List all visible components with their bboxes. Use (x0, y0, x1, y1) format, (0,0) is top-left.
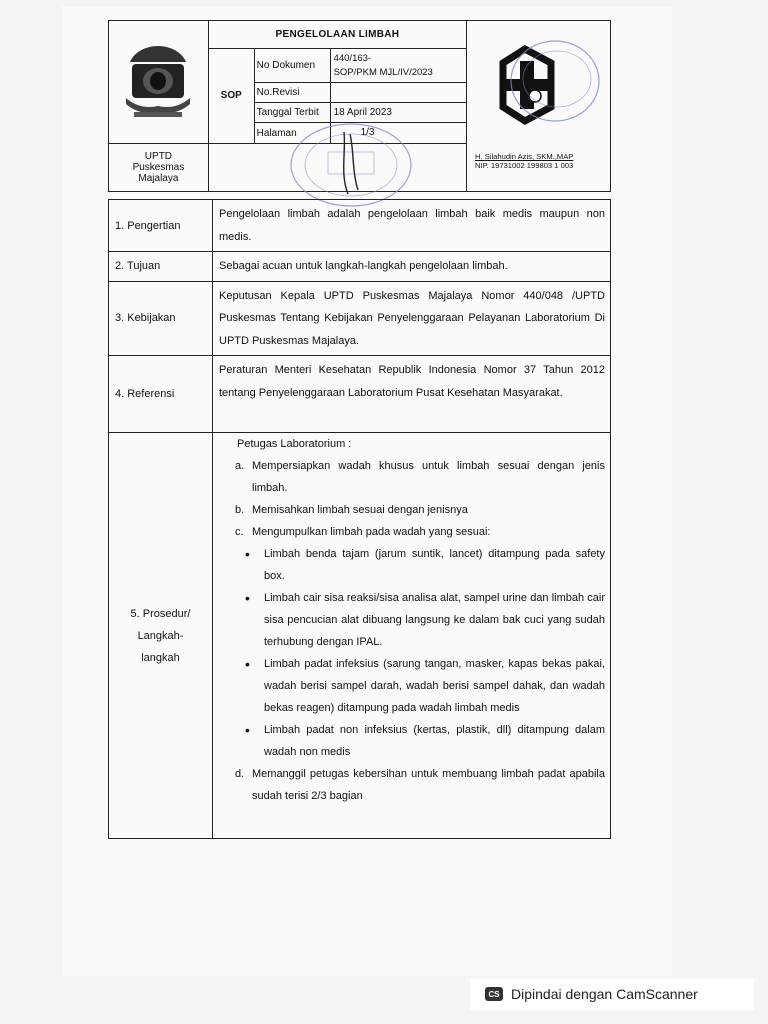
signer-block (467, 152, 615, 170)
signer-name: H. Silahudin Azis, SKM.,MAP (475, 152, 574, 161)
step-a-marker: a. (235, 460, 245, 472)
prosedur-bullet-3 (235, 653, 605, 719)
prosedur-intro: Petugas Laboratorium : (237, 438, 352, 450)
bullet-dot-icon: • (245, 590, 250, 606)
stamp-area (208, 143, 466, 191)
bullet-4-text: Limbah padat non infeksius (kertas, plastik, dll) ditampung dalam wadah non medis (264, 724, 605, 758)
prosedur-bullet-1 (235, 543, 605, 587)
step-b-text: Memisahkan limbah sesuai dengan jenisnya (252, 504, 468, 516)
prosedur-step-b (235, 499, 605, 521)
prosedur-bullet-2 (235, 587, 605, 653)
section-text-pengertian: Pengelolaan limbah adalah pengelolaan limbah baik medis maupun non medis. (213, 200, 611, 252)
tanggal-terbit-label: Tanggal Terbit (254, 103, 330, 123)
section-label-pengertian: 1. Pengertian (109, 200, 213, 252)
org-line-2: Puskesmas (132, 161, 185, 173)
row-pengertian (109, 200, 611, 252)
sop-label: SOP (208, 49, 254, 144)
step-c-text: Mengumpulkan limbah pada wadah yang sesuai: (252, 526, 491, 538)
no-dokumen-label: No Dokumen (254, 49, 330, 83)
section-label-prosedur (109, 433, 213, 839)
regional-emblem-icon (120, 40, 196, 120)
no-revisi-label: No.Revisi (254, 82, 330, 102)
sop-content-table (108, 199, 611, 839)
puskesmas-cross-icon (469, 29, 609, 139)
halaman-value: 1/3 (330, 123, 466, 143)
section-text-referensi: Peraturan Menteri Kesehatan Republik Indonesia Nomor 37 Tahun 2012 tentang Penyelenggaraan Laboratorium Pusat Kesehatan Masyarakat. (213, 356, 611, 433)
section-text-kebijakan: Keputusan Kepala UPTD Puskesmas Majalaya Nomor 440/048 /UPTD Puskesmas Tentang Kebijakan Penyelenggaraan Pelayanan Laboratorium Di UPTD Puskesmas Majalaya. (213, 281, 611, 356)
no-dokumen-line-1: 440/163- (333, 52, 372, 64)
no-revisi-value (330, 82, 466, 102)
prosedur-label-line-3: langkah (141, 651, 180, 664)
regional-logo-cell (109, 21, 209, 144)
prosedur-label-line-2: Langkah- (137, 629, 184, 642)
no-dokumen-line-2: SOP/PKM MJL/IV/2023 (333, 66, 433, 78)
prosedur-bullet-4 (235, 719, 605, 763)
camscanner-text: Dipindai dengan CamScanner (511, 986, 698, 1002)
row-tujuan (109, 252, 611, 282)
step-d-marker: d. (235, 768, 245, 780)
tanggal-terbit-value: 18 April 2023 (330, 103, 466, 123)
section-label-referensi: 4. Referensi (109, 356, 213, 433)
org-line-3: Majalaya (138, 172, 179, 184)
camscanner-logo-icon: CS (485, 987, 503, 1001)
step-c-marker: c. (235, 526, 244, 538)
row-referensi (109, 356, 611, 433)
prosedur-step-c (235, 521, 605, 543)
row-prosedur (109, 433, 611, 839)
organization-name (109, 143, 209, 191)
halaman-label: Halaman (254, 123, 330, 143)
bullet-dot-icon: • (245, 546, 250, 562)
section-label-kebijakan: 3. Kebijakan (109, 281, 213, 356)
document-title: PENGELOLAAN LIMBAH (208, 21, 466, 49)
bullet-dot-icon: • (245, 722, 250, 738)
row-kebijakan (109, 281, 611, 356)
step-a-text: Mempersiapkan wadah khusus untuk limbah sesuai dengan jenis limbah. (252, 460, 605, 494)
org-line-1: UPTD (144, 150, 173, 162)
signer-nip: NIP. 19731002 199803 1 003 (475, 161, 574, 170)
bullet-1-text: Limbah benda tajam (jarum suntik, lancet) ditampung pada safety box. (264, 548, 605, 582)
no-dokumen-value (330, 49, 466, 83)
prosedur-step-a (235, 455, 605, 499)
bullet-dot-icon: • (245, 656, 250, 672)
section-label-tujuan: 2. Tujuan (109, 252, 213, 282)
step-b-marker: b. (235, 504, 245, 516)
section-text-tujuan: Sebagai acuan untuk langkah-langkah pengelolaan limbah. (213, 252, 611, 282)
section-text-prosedur (213, 433, 611, 839)
step-d-text: Memanggil petugas kebersihan untuk membuang limbah padat apabila sudah terisi 2/3 bagian (252, 768, 605, 802)
bullet-3-text: Limbah padat infeksius (sarung tangan, masker, kapas bekas pakai, wadah berisi sampel darah, wadah berisi sampel dahak, dan wadah bekas reagen) ditampung pada wadah limbah medis (264, 658, 605, 714)
prosedur-step-d (235, 763, 605, 807)
prosedur-label-line-1: 5. Prosedur/ (130, 607, 191, 620)
bullet-2-text: Limbah cair sisa reaksi/sisa analisa alat, sampel urine dan limbah cair sisa pencucian alat dibuang langsung ke dalam bak cuci yang sudah terhubung dengan IPAL. (264, 592, 605, 648)
camscanner-watermark (470, 978, 754, 1010)
